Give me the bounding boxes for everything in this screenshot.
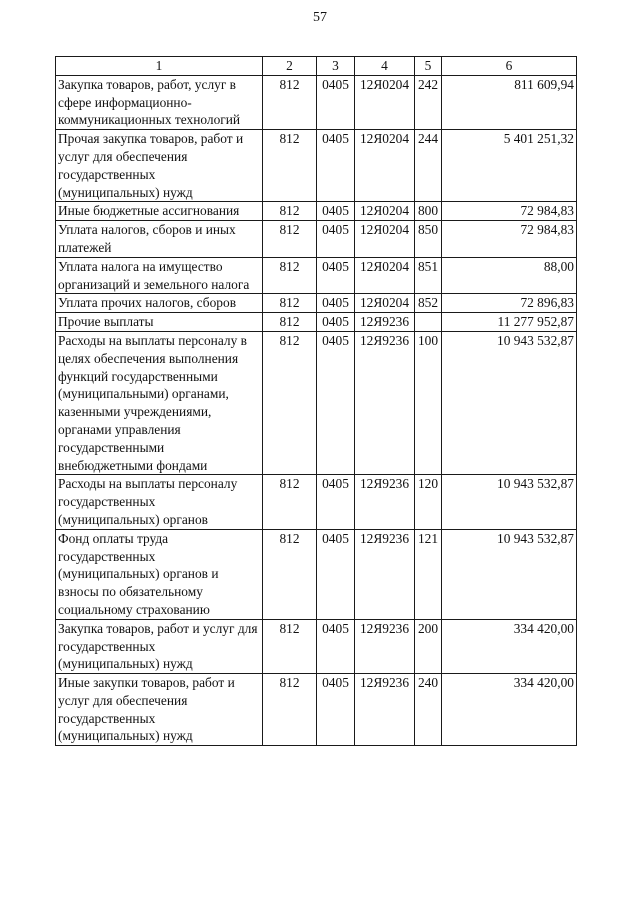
row-amount-cell: 811 609,94 bbox=[442, 75, 577, 129]
row-col3-cell: 0405 bbox=[317, 130, 355, 202]
table-row bbox=[56, 674, 577, 746]
row-col4-cell: 12Я0204 bbox=[355, 294, 415, 313]
table-row bbox=[56, 75, 577, 129]
row-amount-cell: 10 943 532,87 bbox=[442, 529, 577, 619]
row-amount-cell: 88,00 bbox=[442, 257, 577, 294]
table-row bbox=[56, 221, 577, 258]
row-name-cell: Иные бюджетные ассигнования bbox=[56, 202, 263, 221]
row-col4-cell: 12Я0204 bbox=[355, 130, 415, 202]
row-col4-cell: 12Я0204 bbox=[355, 257, 415, 294]
row-col3-cell: 0405 bbox=[317, 475, 355, 529]
header-col-1: 1 bbox=[56, 57, 263, 76]
row-col2-cell: 812 bbox=[263, 674, 317, 746]
row-name-cell: Уплата прочих налогов, сборов bbox=[56, 294, 263, 313]
row-col3-cell: 0405 bbox=[317, 202, 355, 221]
row-name-cell: Закупка товаров, работ, услуг в сфере информационно-коммуникационных технологий bbox=[56, 75, 263, 129]
row-name-cell: Расходы на выплаты персоналу государственных (муниципальных) органов bbox=[56, 475, 263, 529]
row-amount-cell: 334 420,00 bbox=[442, 619, 577, 673]
row-col5-cell: 852 bbox=[415, 294, 442, 313]
row-amount-cell: 72 984,83 bbox=[442, 221, 577, 258]
row-col5-cell: 851 bbox=[415, 257, 442, 294]
row-col3-cell: 0405 bbox=[317, 331, 355, 474]
row-col5-cell: 242 bbox=[415, 75, 442, 129]
table-row bbox=[56, 313, 577, 332]
table-row bbox=[56, 257, 577, 294]
row-col2-cell: 812 bbox=[263, 257, 317, 294]
table-body bbox=[56, 75, 577, 745]
row-col5-cell: 200 bbox=[415, 619, 442, 673]
row-name-cell: Фонд оплаты труда государственных (муниципальных) органов и взносы по обязательному социальному страхованию bbox=[56, 529, 263, 619]
row-col2-cell: 812 bbox=[263, 221, 317, 258]
page-number: 57 bbox=[313, 10, 327, 25]
row-col2-cell: 812 bbox=[263, 202, 317, 221]
row-col3-cell: 0405 bbox=[317, 221, 355, 258]
table-row bbox=[56, 619, 577, 673]
row-name-cell: Уплата налога на имущество организаций и земельного налога bbox=[56, 257, 263, 294]
header-col-3: 3 bbox=[317, 57, 355, 76]
row-col2-cell: 812 bbox=[263, 313, 317, 332]
row-col3-cell: 0405 bbox=[317, 619, 355, 673]
table-row bbox=[56, 130, 577, 202]
row-name-cell: Прочая закупка товаров, работ и услуг для обеспечения государственных (муниципальных) нужд bbox=[56, 130, 263, 202]
header-row bbox=[56, 57, 577, 76]
row-col3-cell: 0405 bbox=[317, 257, 355, 294]
row-col3-cell: 0405 bbox=[317, 294, 355, 313]
row-col4-cell: 12Я9236 bbox=[355, 529, 415, 619]
header-col-5: 5 bbox=[415, 57, 442, 76]
row-col2-cell: 812 bbox=[263, 294, 317, 313]
row-col5-cell: 120 bbox=[415, 475, 442, 529]
row-amount-cell: 334 420,00 bbox=[442, 674, 577, 746]
row-name-cell: Иные закупки товаров, работ и услуг для обеспечения государственных (муниципальных) нужд bbox=[56, 674, 263, 746]
table-row bbox=[56, 331, 577, 474]
row-col4-cell: 12Я0204 bbox=[355, 75, 415, 129]
row-col5-cell: 244 bbox=[415, 130, 442, 202]
row-col3-cell: 0405 bbox=[317, 313, 355, 332]
row-col3-cell: 0405 bbox=[317, 674, 355, 746]
row-amount-cell: 72 896,83 bbox=[442, 294, 577, 313]
row-amount-cell: 10 943 532,87 bbox=[442, 475, 577, 529]
row-col2-cell: 812 bbox=[263, 475, 317, 529]
row-amount-cell: 5 401 251,32 bbox=[442, 130, 577, 202]
row-col4-cell: 12Я0204 bbox=[355, 221, 415, 258]
row-col4-cell: 12Я9236 bbox=[355, 674, 415, 746]
table-row bbox=[56, 529, 577, 619]
row-col5-cell: 800 bbox=[415, 202, 442, 221]
row-col2-cell: 812 bbox=[263, 130, 317, 202]
header-col-6: 6 bbox=[442, 57, 577, 76]
budget-table bbox=[55, 56, 577, 746]
row-col5-cell: 121 bbox=[415, 529, 442, 619]
row-amount-cell: 11 277 952,87 bbox=[442, 313, 577, 332]
table-row bbox=[56, 202, 577, 221]
table-row bbox=[56, 475, 577, 529]
row-col4-cell: 12Я9236 bbox=[355, 331, 415, 474]
row-col5-cell: 850 bbox=[415, 221, 442, 258]
row-amount-cell: 72 984,83 bbox=[442, 202, 577, 221]
row-name-cell: Закупка товаров, работ и услуг для государственных (муниципальных) нужд bbox=[56, 619, 263, 673]
table-row bbox=[56, 294, 577, 313]
header-col-2: 2 bbox=[263, 57, 317, 76]
table-header bbox=[56, 57, 577, 76]
row-name-cell: Расходы на выплаты персоналу в целях обеспечения выполнения функций государственными (муниципальными) органами, казенными учреждениями, органами управления государственными внебюджетными фондами bbox=[56, 331, 263, 474]
row-col5-cell: 100 bbox=[415, 331, 442, 474]
row-col2-cell: 812 bbox=[263, 619, 317, 673]
row-name-cell: Прочие выплаты bbox=[56, 313, 263, 332]
row-name-cell: Уплата налогов, сборов и иных платежей bbox=[56, 221, 263, 258]
row-col5-cell bbox=[415, 313, 442, 332]
row-col4-cell: 12Я9236 bbox=[355, 475, 415, 529]
row-amount-cell: 10 943 532,87 bbox=[442, 331, 577, 474]
row-col4-cell: 12Я0204 bbox=[355, 202, 415, 221]
row-col5-cell: 240 bbox=[415, 674, 442, 746]
row-col2-cell: 812 bbox=[263, 75, 317, 129]
row-col3-cell: 0405 bbox=[317, 75, 355, 129]
row-col4-cell: 12Я9236 bbox=[355, 313, 415, 332]
header-col-4: 4 bbox=[355, 57, 415, 76]
row-col2-cell: 812 bbox=[263, 529, 317, 619]
row-col2-cell: 812 bbox=[263, 331, 317, 474]
row-col4-cell: 12Я9236 bbox=[355, 619, 415, 673]
row-col3-cell: 0405 bbox=[317, 529, 355, 619]
